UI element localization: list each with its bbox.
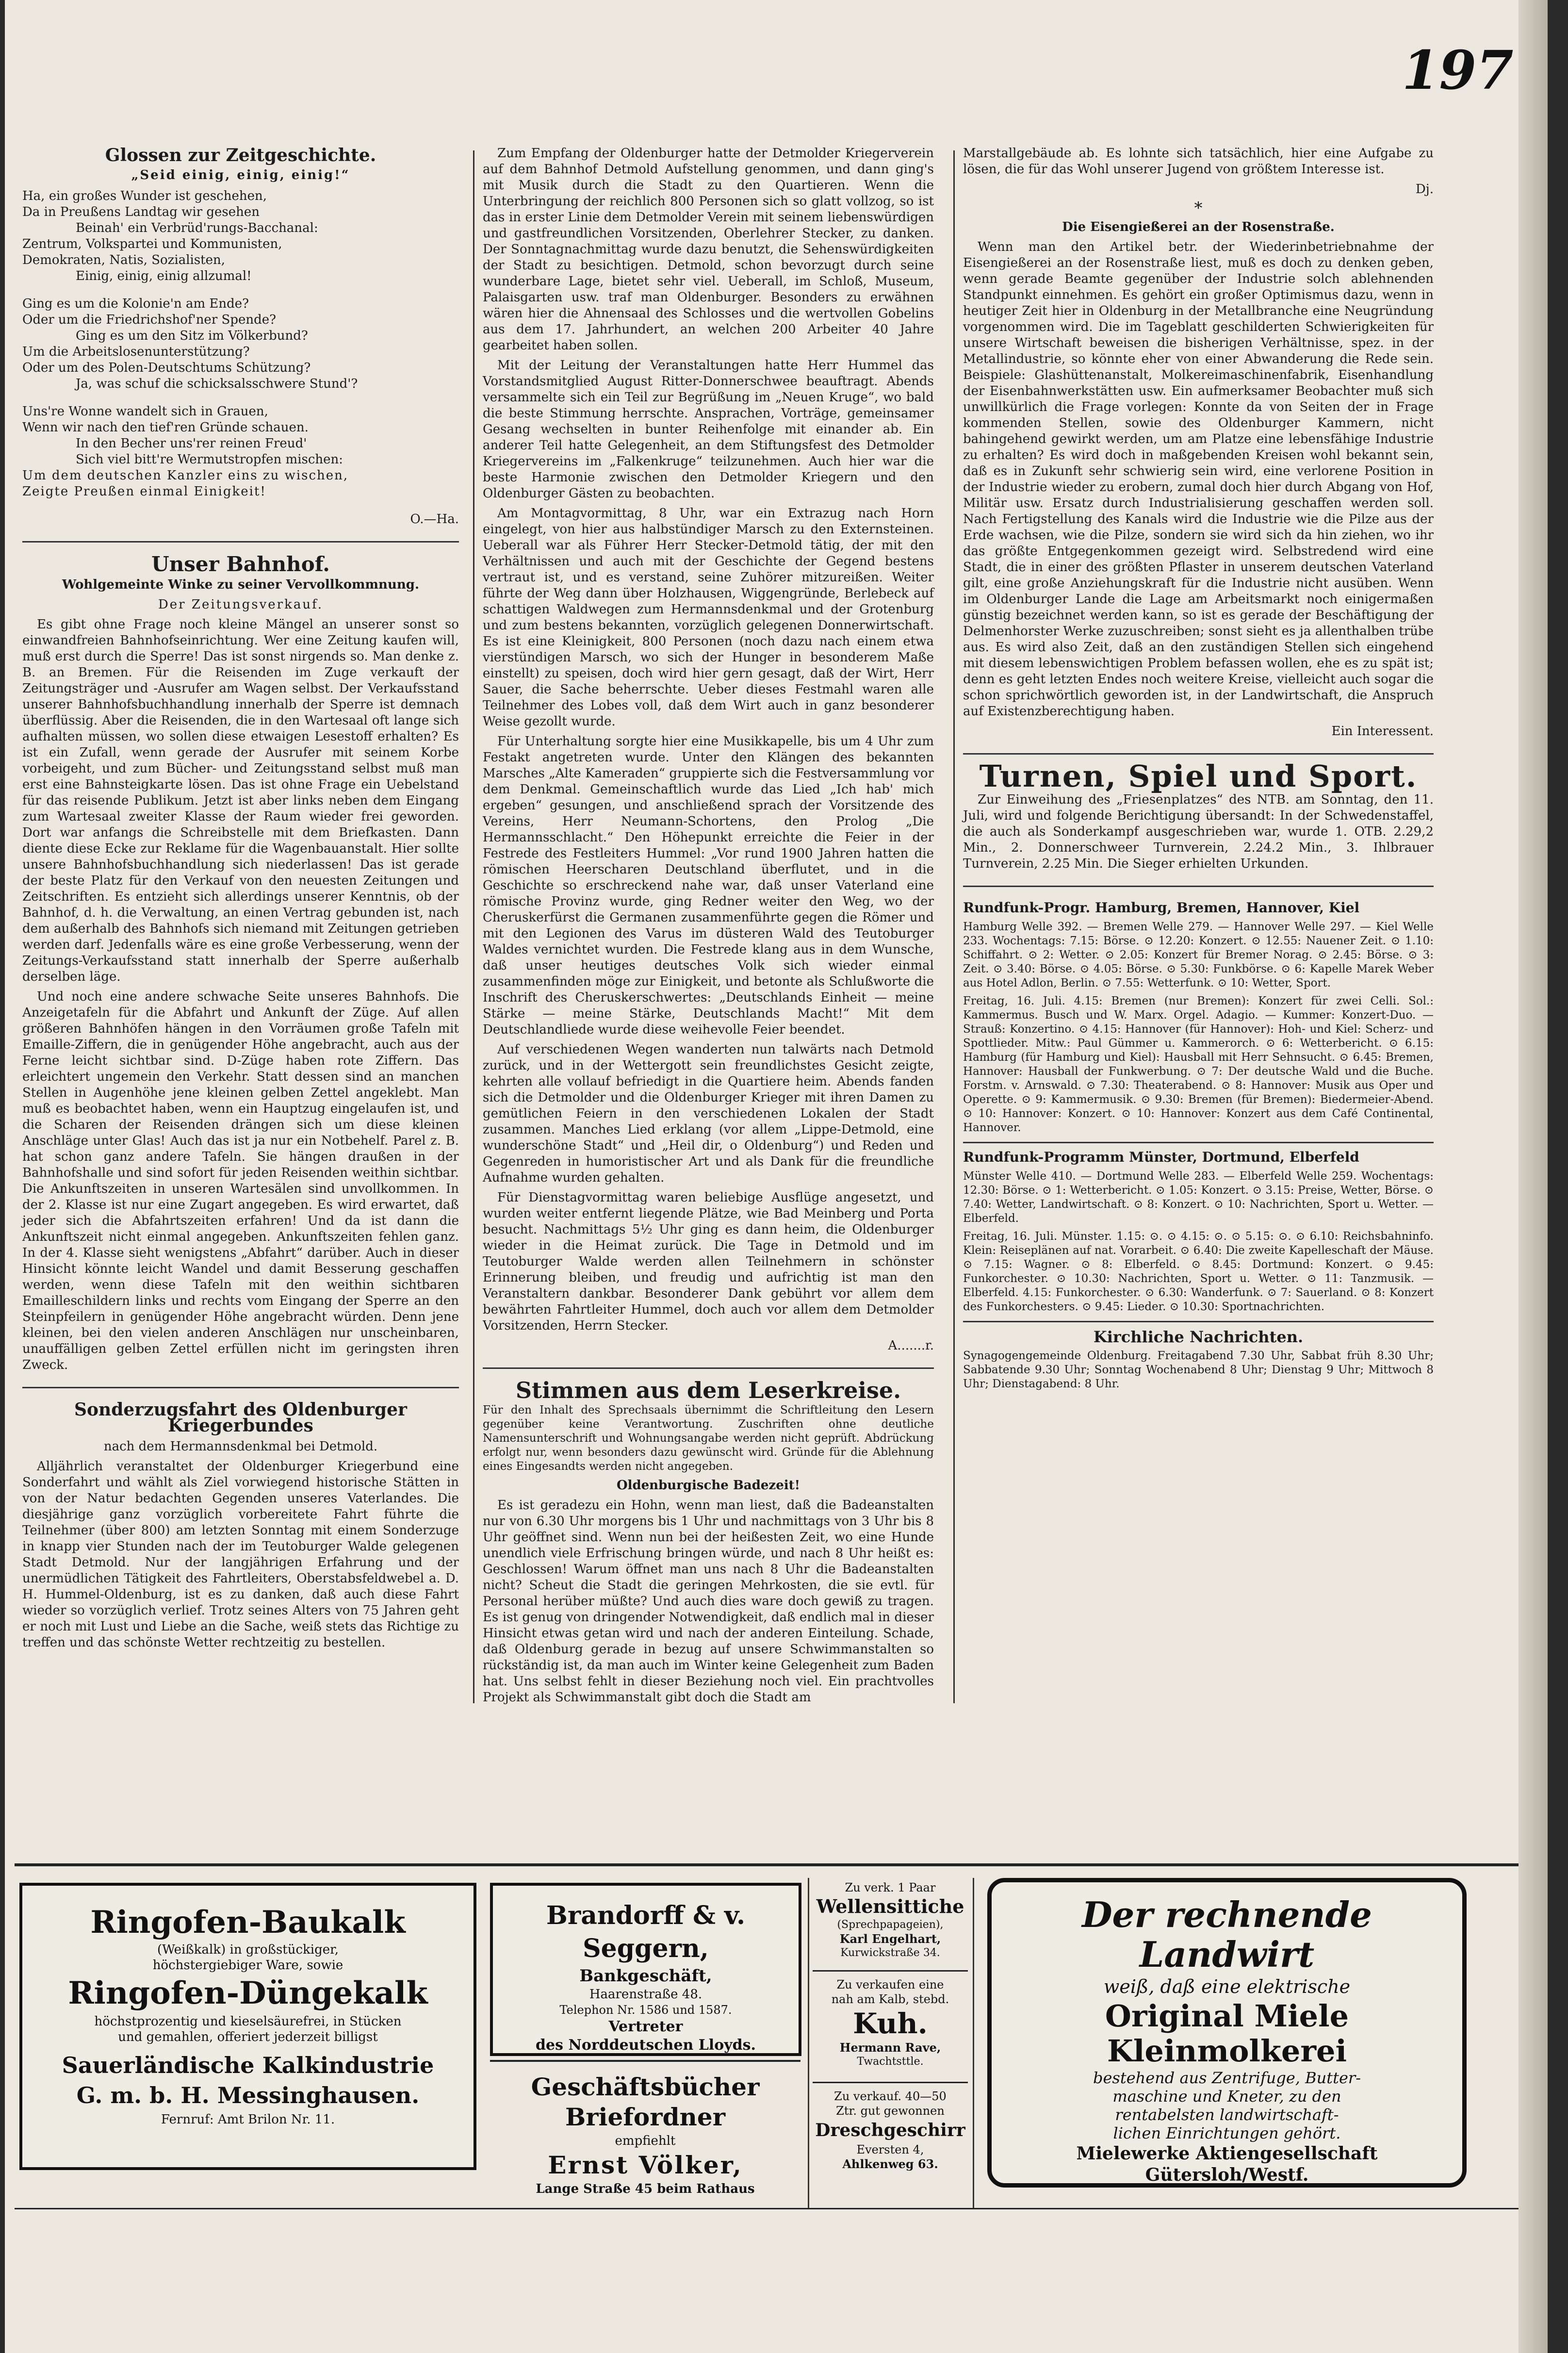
article-signature: A.......r. — [888, 1338, 934, 1353]
ad-kuh — [813, 1977, 968, 2069]
ad-ringofen-sub2: höchstergiebiger Ware, sowie — [152, 1958, 343, 1973]
glossen-title: Glossen zur Zeitgeschichte. — [105, 145, 376, 165]
ad-ringofen-title4: G. m. b. H. Messinghausen. — [76, 2082, 420, 2108]
poem-line: Da in Preußens Landtag wir gesehen — [22, 205, 260, 219]
ad-miele-title4: Kleinmolkerei — [1107, 2033, 1347, 2069]
poem-stanza-3 — [22, 404, 459, 500]
section-divider — [963, 1321, 1434, 1322]
radio2-title-text: Rundfunk-Programm Münster, Dortmund, Elberfeld — [963, 1149, 1359, 1165]
poem-line: Wenn wir nach den tief'ren Gründe schauen. — [22, 420, 309, 435]
bottom-border — [15, 2208, 1519, 2209]
article-paragraph: Auf verschiedenen Wegen wanderten nun talwärts nach Detmold zurück, und in der Wettergott sein freundlichstes Gesicht zeigte, kehrten alle vollauf befriedigt in die Quartiere heim. Abends fanden sich die Detmolder und die Oldenburger Krieger mit ihren Damen zu gemütlichen Feiern in den verschiedenen Lokalen der Stadt zusammen. Manches Lied erklang (vor allem „Lippe-Detmold, eine wunderschöne Stadt“ und „Heil dir, o Oldenburg“) und Reden und Gegenreden in humoristischer Art und als Dank für die freundliche Aufnahme wurden gehalten. — [483, 1042, 934, 1185]
radio2-friday: Freitag, 16. Juli. Münster. 1.15: ⊙. ⊙ 4.15: ⊙. ⊙ 5.15: ⊙. ⊙ 6.10: Reichsbahninfo. Klein: Reiseplänen auf nat. Vorarbeit. ⊙ 6.40: Die zweite Kapelleschaft der Mäuse. ⊙ 7.15: Wagner. ⊙ 8: Elberfeld. ⊙ 8.45: Dortmund: Konzert. ⊙ 9.45: Funkorchester. ⊙ 10.30: Nachrichten, Sport u. Wetter. ⊙ 11: Tanzmusik. — Elberfeld. 4.15: Funkorchester. ⊙ 6.30: Wanderfunk. ⊙ 7: Sauerland. ⊙ 8: Konzert des Funkorchesters. ⊙ 9.45: Lieder. ⊙ 10.30: Sportnachrichten. — [963, 1230, 1434, 1313]
poem-line: Ha, ein großes Wunder ist geschehen, — [22, 189, 267, 203]
ad-ringofen-phone: Fernruf: Amt Brilon Nr. 11. — [161, 2112, 335, 2127]
poem-line: Ja, was schuf die schicksalsschwere Stund'? — [76, 377, 358, 391]
bahnhof-subtitle: Wohlgemeinte Winke zu seiner Vervollkommnung. — [62, 577, 419, 592]
column-2 — [483, 146, 934, 1710]
sonderzug-subtitle: nach dem Hermannsdenkmal bei Detmold. — [103, 1439, 378, 1454]
poem-line: Ging es um die Kolonie'n am Ende? — [22, 296, 249, 311]
poem-stanza-2 — [22, 296, 459, 392]
poem-line: In den Becher uns'rer reinen Freud' — [76, 436, 307, 451]
ad-section-divider — [15, 1863, 1519, 1866]
section-divider — [483, 1367, 934, 1369]
ad-wellensittich-address: Kurwickstraße 34. — [840, 1947, 940, 1959]
radio1-friday: Freitag, 16. Juli. 4.15: Bremen (nur Bremen): Konzert für zwei Celli. Sol.: Kammermus. Busch und W. Marx. Orgel. Adagio. — Kummer: Konzert-Duo. — Strauß: Konzertino. ⊙ 4.15: Hannover (für Hannover): Hoh- und Kiel: Scherz- und Spottlieder. Mitw.: Paul Gümmer u. Kammerorch. ⊙ 6: Wetterbericht. ⊙ 6.15: Hamburg (für Hamburg und Kiel): Hausball mit Herr Sehnsucht. ⊙ 6.45: Bremen, Hannover: Hausball der Funkwerbung. ⊙ 7: Der deutsche Wald und die Buche. Forstm. v. Arnswald. ⊙ 7.30: Theaterabend. ⊙ 8: Hannover: Musik aus Oper und Operette. ⊙ 9: Kammermusik. ⊙ 9.30: Bremen (für Bremen): Biedermeier-Abend. ⊙ 10: Hannover: Konzert. ⊙ 10: Hannover: Konzert aus dem Café Continental, Hannover. — [963, 995, 1434, 1134]
ad-brandorff-role1: Vertreter — [608, 2018, 683, 2035]
poem-line: Ging es um den Sitz im Völkerbund? — [76, 329, 308, 343]
sonderzug-paragraph: Alljährlich veranstaltet der Oldenburger Kriegerbund eine Sonderfahrt und wählt als Ziel vorwiegend historische Stätten in von der Natur bedachten Gegenden unseres Vaterlandes. Die diesjährige ganz vorzüglich vorbereitete Fahrt führte die Teilnehmer (über 800) am letzten Sonntag mit einem Sonderzuge in knapp vier Stunden nach der im Teutoburger Walde gelegenen Stadt Detmold. Nur der langjährigen Erfahrung und der unermüdlichen Tätigkeit des Fahrtleiters, Oberstabsfeldwebel a. D. H. Hummel-Oldenburg, ist es zu danken, daß auch diese Fahrt wieder so vorzüglich verlief. Trotz seines Alters von 75 Jahren geht er noch mit Lust und Liebe an die Sache, weiß stets das Richtige zu treffen und das schönste Wetter rechtzeitig zu bestellen. — [22, 1459, 459, 1650]
ad-dreschgeschirr-line1: Zu verkauf. 40—50 — [834, 2090, 947, 2103]
page-number: 197 — [1402, 39, 1514, 101]
column-divider — [953, 150, 955, 1703]
poem-line: Oder um des Polen-Deutschtums Schützung? — [22, 361, 311, 375]
bahnhof-paragraph: Und noch eine andere schwache Seite unseres Bahnhofs. Die Anzeigetafeln für die Abfahrt und Ankunft der Züge. Auf allen größeren Bahnhöfen hängen in den Vorräumen große Tafeln mit Emaille-Ziffern, die in genügender Höhe angebracht, auch aus der Ferne leicht sichtbar sind. D-Züge haben rote Ziffern. Das erleichtert ungemein den Verkehr. Statt dessen sind an manchen Stellen in Augenhöhe jene kleinen gelben Zettel angeklebt. Man muß es beobachtet haben, wenn ein Hauptzug eingelaufen ist, und die Scharen der Reisenden drängen sich um diese kleinen Anschläge unter Glas! Auch das ist ja nur ein Notbehelf. Parel z. B. hat schon ganz andere Tafeln. Sie hängen draußen in der Bahnhofshalle und sind sofort für jeden Reisenden weithin sichtbar. Die Ankunftszeiten in unseren Wartesälen sind unvollkommen. In der 2. Klasse ist nur eine Zugart angegeben. Es wird erwartet, daß jeder sich die Abfahrtszeiten erfahren! Und da ist dann die Ankunftszeit nicht einmal angegeben. Ankunftszeiten fehlen ganz. In der 4. Klasse sieht wenigstens „Abfahrt“ darüber. Auch in dieser Hinsicht könnte leicht Wandel und damit Besserung geschaffen werden, wenn diese Tafeln mit den weithin sichtbaren Emailleschildern links und rechts vom Eingang der Sperre an den Steinpfeilern in genügender Höhe angebracht würden. Denn jene kleinen, bei den vielen anderen Anschlägen nur unscheinbaren, unauffälligen gelben Zettel erfüllen nicht im geringsten ihren Zweck. — [22, 989, 459, 1372]
ad-miele-line5: lichen Einrichtungen gehört. — [1113, 2124, 1341, 2142]
badezeit-paragraph: Es ist geradezu ein Hohn, wenn man liest, daß die Badeanstalten nur von 6.30 Uhr morgens bis 1 Uhr und nachmittags von 3 Uhr bis 8 Uhr geöffnet sind. Wenn nun bei der heißesten Zeit, wo eine Hunde unendlich viele Erfrischung bringen würde, und nach 8 Uhr heißt es: Geschlossen! Warum öffnet man uns nach 8 Uhr die Badeanstalten nicht? Scheut die Stadt die geringen Mehrkosten, die sie evtl. für Personal herüber müßte? Und auch dies ware doch gewiß zu tragen. Es ist genug von dringender Notwendigkeit, daß endlich mal in dieser Hinsicht etwas getan wird und nach der anderen Einteilung. Schade, daß Oldenburg gerade in bezug auf unsere Schwimmanstalten so rückständig ist, da man auch im Winter keine Gelegenheit zum Baden hat. Uns selbst fehlt in dieser Beziehung noch viel. Ein prachtvolles Projekt als Schwimmanstalt gibt doch die Stadt am — [483, 1498, 934, 1705]
ad-ringofen-title1: Ringofen-Baukalk — [90, 1904, 406, 1941]
eisengiesserei-title: Die Eisengießerei an der Rosenstraße. — [1062, 220, 1335, 234]
poem-line: Zentrum, Volkspartei und Kommunisten, — [22, 237, 282, 251]
badezeit-title: Oldenburgische Badezeit! — [616, 1478, 800, 1493]
leserkreise-disclaimer: Für den Inhalt des Sprechsaals übernimmt die Schriftleitung den Lesern gegenüber keine Verantwortung. Zuschriften ohne deutliche Namensunterschrift und Wohnungsangabe werden nicht geprüft. Abdrückung erfolgt nur, wenn besonders dazu gewünscht wird. Gründe für die Ablehnung eines Eingesandts werden nicht angegeben. — [483, 1404, 934, 1473]
ad-miele — [987, 1878, 1467, 2188]
article-paragraph: Für Dienstagvormittag waren beliebige Ausflüge angesetzt, und wurden weiter entfernt liegende Plätze, wie Bad Meinberg und Porta besucht. Nachmittags 5½ Uhr ging es dann heim, die Oldenburger wieder in die Heimat zurück. Die Tage in Detmold und im Teutoburger Walde werden allen Teilnehmern in schönster Erinnerung bleiben, und freudig und aufrichtig ist man den Veranstaltern dankbar. Besonderer Dank gebührt vor allem dem bewährten Fahrtleiter Hummel, doch auch vor allem dem Detmolder Vorsitzenden, Herrn Stecker. — [483, 1190, 934, 1333]
article-paragraph: Am Montagvormittag, 8 Uhr, war ein Extrazug nach Horn eingelegt, von hier aus halbstündiger Marsch zu den Externsteinen. Ueberall war als Führer Herr Stecker-Detmold tätig, der mit den Verhältnissen und auch mit der Geschichte der Gegend bestens vertraut ist, und es verstand, seine Zuhörer mitzureißen. Weiter führte der Weg dann über Holzhausen, Wiggengründe, Berlebeck auf schattigen Waldwegen zum Hermannsdenkmal und der Grotenburg und zum bestens bekannten, vorzüglich gelegenen Donnerwirtschaft. Es ist eine Kleinigkeit, 800 Personen (noch dazu nach einem etwa vierstündigen Marsch, wo sich der Hunger in besonderem Maße einstellt) zu speisen, doch wird hier gern gesagt, daß der Wirt, Herr Sauer, die Sache beherrschte. Ueber dieses Festmahl waren alle Teilnehmer des Lobes voll, daß dem Wirt auch in ganz besonderer Weise gezollt wurde. — [483, 506, 934, 729]
ad-divider — [973, 1878, 974, 2208]
eisengiesserei-paragraph: Wenn man den Artikel betr. der Wiederinbetriebnahme der Eisengießerei an der Rosenstraße liest, muß es doch zu denken geben, wenn gerade Beamte gegenüber der Industrie solch ablehnenden Standpunkt einnehmen. Es gehört ein großer Optimismus dazu, wenn in heutiger Zeit hier in Oldenburg in der Metallbranche eine Neugründung vorgenommen wird. Die im Tageblatt geschilderten Schwierigkeiten für unsere Wirtschaft beweisen die bisherigen Verhältnisse, spez. in der Metallindustrie, so könnte eher von einer Abwanderung die Rede sein. Beispiele: Glashüttenanstalt, Molkereimaschinenfabrik, Eisenhandlung der Eisenbahnwerkstätten usw. Ein aufmerksamer Beobachter muß sich unwillkürlich die Frage vorlegen: Konnte da von Seiten der in Frage kommenden Stellen, sowie des Oldenburger Kammern, nicht bahingehend gewirkt werden, um am Platze eine lebensfähige Industrie zu erhalten? Es wird doch in maßgebenden Kreisen wohl bekannt sein, daß es in Zukunft sehr schwierig sein wird, eine verlorene Position in der Industrie wieder zu erobern, zumal doch hier durch Abgang von Hof, Militär usw. Ersatz durch Industrialisierung geschaffen werden soll. Nach Fertigstellung des Kanals wird die Industrie wie die Pilze aus der Erde wachsen, wie die Pilze, sondern sie wird sich da hin ziehen, wo ihr das größte Entgegenkommen gezeigt wird. Selbstredend wird eine Stadt, die in einer des größten Pflaster in unserem deutschen Vaterland gilt, eine große Anziehungskraft für die Industrie nicht ausüben. Wenn im Oldenburger Lande die Lage am Arbeitsmarkt noch einigermaßen günstig bezeichnet werden kann, so ist es gerade der Beschäftigung der Delmenhorster Werke zuzuschreiben; sonst sieht es ja allenthalben trübe aus. Es wird also Zeit, daß an den zuständigen Stellen sich eingehend mit diesem lebenswichtigen Problem befassen wollen, ehe es zu spät ist; denn es geht letzten Endes noch weitere Kreise, vielleicht auch sogar die schon sprichwörtlich geworden ist, in der Landwirtschaft, die Anspruch auf Existenzberechtigung haben. — [963, 240, 1434, 719]
ad-divider — [813, 1970, 968, 1972]
ad-miele-title2: Landwirt — [1139, 1934, 1315, 1975]
bahnhof-section: Der Zeitungsverkauf. — [158, 597, 324, 612]
ad-wellensittich — [813, 1880, 968, 1960]
ad-miele-line3: maschine und Kneter, zu den — [1112, 2087, 1341, 2106]
ad-kuh-title: Kuh. — [853, 2007, 928, 2040]
poem-signature: O.—Ha. — [410, 512, 459, 527]
ad-kuh-line1: Zu verkaufen eine — [836, 1978, 944, 1991]
ad-miele-place: Gütersloh/Westf. — [1145, 2165, 1309, 2185]
article-paragraph: Mit der Leitung der Veranstaltungen hatte Herr Hummel das Vorstandsmitglied August Ritter-Donnerschwee beauftragt. Abends versammelte sich ein Teil zur Begrüßung im „Neuen Kruge“, wo bald die beste Stimmung herrschte. Ansprachen, Vorträge, gemeinsamer Gesang wechselten in bunter Reihenfolge mit einander ab. Ein anderer Teil hatte Gelegenheit, an dem Stiftungsfest des Detmolder Kriegervereins im „Falkenkruge“ teilzunehmen. Auch hier war die beste Harmonie zwischen den Detmolder Kriegern und den Oldenburger Gästen zu beobachten. — [483, 358, 934, 501]
ad-miele-company: Mielewerke Aktiengesellschaft — [1076, 2143, 1378, 2164]
ad-ringofen — [19, 1883, 476, 2170]
ad-voelker-address: Lange Straße 45 beim Rathaus — [536, 2182, 755, 2196]
ad-brandorff — [490, 1883, 801, 2056]
section-divider — [963, 1142, 1434, 1143]
ad-wellensittich-title: Wellensittiche — [816, 1895, 964, 1917]
sonderzug-title: Sonderzugsfahrt des Oldenburger Kriegerbundes — [74, 1399, 407, 1436]
ad-dreschgeschirr-line2: Ztr. gut gewonnen — [836, 2104, 945, 2118]
poem-line: Zeigte Preußen einmal Einigkeit! — [22, 484, 266, 499]
radio1-title-text: Rundfunk-Progr. Hamburg, Bremen, Hannover, Kiel — [963, 900, 1360, 916]
ad-dreschgeschirr-title: Dreschgeschirr — [815, 2120, 965, 2140]
ad-divider — [813, 2082, 968, 2083]
ad-brandorff-title: Brandorff & v. Seggern, — [546, 1901, 746, 1963]
poem-stanza-1 — [22, 188, 459, 284]
ad-voelker-title1: Geschäftsbücher — [531, 2073, 760, 2101]
radio1-paragraph: Hamburg Welle 392. — Bremen Welle 279. — Hannover Welle 297. — Kiel Welle 233. Wochentags: 7.15: Börse. ⊙ 12.20: Konzert. ⊙ 12.55: Nauener Zeit. ⊙ 1.10: Schiffahrt. ⊙ 2: Wetter. ⊙ 2.05: Konzert für Bremer Norag. ⊙ 2.45: Börse. ⊙ 3: Zeit. ⊙ 3.40: Börse. ⊙ 4.05: Börse. ⊙ 5.30: Funkbörse. ⊙ 6: Kapelle Marek Weber aus Hotel Adlon, Berlin. ⊙ 7.55: Wetterfunk. ⊙ 10: Wetter, Sport. — [963, 921, 1434, 989]
asterisk-separator: * — [1194, 198, 1203, 218]
section-divider — [963, 886, 1434, 887]
bahnhof-title: Unser Bahnhof. — [151, 552, 330, 576]
article-paragraph: Zum Empfang der Oldenburger hatte der Detmolder Kriegerverein auf dem Bahnhof Detmold Aufstellung genommen, und dann ging's mit Musik durch die Stadt zu den Quartieren. Wenn die Unterbringung der reichlich 800 Personen sich so glatt vollzog, so ist das in erster Linie dem Detmolder Verein mit seinem liebenswürdigen und gastfreundlichen Vorsitzenden, Oberlehrer Stecker, zu danken. Der Sonntagnachmittag wurde dazu benutzt, die Sehenswürdigkeiten der Stadt zu besichtigen. Detmold, schon bevorzugt durch seine wunderbare Lage, bietet sehr viel. Ueberall, im Schloß, Museum, Palaisgarten usw. traf man Oldenburger. Besonders zu erwähnen wären hier die Ahnensaal des Schlosses und die wertvollen Gobelins aus dem 17. Jahrhundert, an welchen 200 Arbeiter 40 Jahre gearbeitet haben sollen. — [483, 146, 934, 353]
ad-divider — [808, 1878, 809, 2208]
kirche-paragraph: Synagogengemeinde Oldenburg. Freitagabend 7.30 Uhr, Sabbat früh 8.30 Uhr; Sabbatende 9.30 Uhr; Sonntag Wochenabend 8 Uhr; Dienstag 9 Uhr; Mittwoch 8 Uhr; Dienstagabend: 8 Uhr. — [963, 1349, 1434, 1390]
ad-ringofen-title2: Ringofen-Düngekalk — [68, 1975, 428, 2011]
radio2-title — [963, 1150, 1434, 1166]
ad-voelker-rec: empfiehlt — [615, 2134, 676, 2148]
ad-miele-line4: rentabelsten landwirtschaft- — [1115, 2106, 1339, 2124]
column-divider — [473, 150, 474, 1703]
article-paragraph: Marstallgebäude ab. Es lohnte sich tatsächlich, hier eine Aufgabe zu lösen, die für das Wohl unserer Jugend von größtem Interesse ist. — [963, 146, 1434, 177]
leserkreise-title: Stimmen aus dem Leserkreise. — [515, 1377, 901, 1403]
poem-line: Demokraten, Natis, Sozialisten, — [22, 253, 226, 267]
ad-brandorff-phone: Telephon Nr. 1586 und 1587. — [559, 2003, 732, 2017]
ad-voelker-name: Ernst Völker, — [548, 2151, 743, 2179]
poem-line: Um dem deutschen Kanzler eins zu wischen, — [22, 468, 349, 483]
radio1-title — [963, 901, 1434, 916]
section-divider — [22, 1387, 459, 1388]
ad-wellensittich-name: Karl Engelhart, — [839, 1932, 941, 1946]
poem-line: Uns're Wonne wandelt sich in Grauen, — [22, 404, 268, 419]
poem-line: Einig, einig, einig allzumal! — [76, 269, 252, 283]
bahnhof-paragraph: Es gibt ohne Frage noch kleine Mängel an unserer sonst so einwandfreien Bahnhofseinrichtung. Wer eine Zeitung kaufen will, muß erst durch die Sperre! Das ist sonst nirgends so. Man denke z. B. an Bremen. Für die Reisenden im Zuge verkauft der Zeitungsträger und -Ausrufer am Wagen selbst. Der Verkaufsstand unserer Bahnhofsbuchhandlung innerhalb der Sperre ist demnach überflüssig. Aber die Reisenden, die in den Wartesaal oft lange sich aufhalten müssen, wo sollen diese etwaigen Lesestoff erhalten? Es ist ein Zufall, wenn gerade der Ausrufer mit seinem Korbe vorbeigeht, und zum Bücher- und Zeitungsstand selbst muß man erst eine Bahnsteigkarte lösen. Das ist ohne Frage ein Uebelstand für das reisende Publikum. Jetzt ist aber links neben dem Eingang zum Wartesaal zweiter Klasse der Raum wieder frei geworden. Dort war anfangs die Schreibstelle mit dem Briefkasten. Dann diente diese Ecke zur Reklame für die Wagenbauanstalt. Hier sollte unsere Bahnhofsbuchhandlung sich niederlassen! Das ist gerade der beste Platz für den Verkauf von den neuesten Zeitungen und Zeitschriften. Es entzieht sich allerdings unserer Kenntnis, ob der Bahnhof, d. h. die Verwaltung, an einen Vertrag gebunden ist, nach dem außerhalb des Bahnhofs sich niemand mit Zeitungen getrieben werden darf. Jedenfalls wäre es eine große Verbesserung, wenn der Zeitungs-Verkaufsstand statt innerhalb der Sperre außerhalb derselben läge. — [22, 617, 459, 984]
turnen-paragraph: Zur Einweihung des „Friesenplatzes“ des NTB. am Sonntag, den 11. Juli, wird und folgende Berichtigung übersandt: In der Schwedenstaffel, die auch als Sonderkampf ausgeschrieben war, wurde 1. OTB. 2.29,2 Min., 2. Donnerschweer Turnverein, 2.24.2 Min., 3. Ihlbrauer Turnverein, 2.25 Min. Die Sieger erhielten Urkunden. — [963, 792, 1434, 871]
ad-brandorff-sub: Bankgeschäft, — [579, 1966, 712, 1986]
poem-line: Beinah' ein Verbrüd'rungs-Bacchanal: — [76, 221, 318, 235]
poem-title: „Seid einig, einig, einig!“ — [131, 168, 350, 182]
ad-dreschgeschirr-line4: Ahlkenweg 63. — [842, 2157, 938, 2171]
ad-wellensittich-line1: Zu verk. 1 Paar — [845, 1881, 936, 1894]
poem-line: Oder um die Friedrichshof'ner Spende? — [22, 313, 277, 327]
poem — [22, 167, 459, 527]
article-paragraph: Für Unterhaltung sorgte hier eine Musikkapelle, bis um 4 Uhr zum Festakt angetreten wurde. Unter den Klängen des bekannten Marsches „Alte Kameraden“ gruppierte sich die Festversammlung vor dem Denkmal. Gemeinschaftlich wurde das Lied „Ich hab' mich ergeben“ gesungen, und anschließend sprach der Vorsitzende des Vereins, Herr Neumann-Schortens, den Prolog „Die Hermannsschlacht.“ Den Höhepunkt erreichte die Feier in der Festrede des Festleiters Hummel: „Vor rund 1900 Jahren hatten die römischen Heerscharen Deutschland überflutet, und in die Geschichte so erschreckend nahe war, daß unser Vaterland eine römische Provinz wurde, ging Redner weiter den Weg, wo der Cheruskerfürst die Germanen zusammenführte gegen die Römer und mit den Legionen des Varus im düsteren Wald des Teutoburger Waldes vernichtet wurden. Die Festrede klang aus in dem Wunsche, daß unser heutiges deutsches Volk sich wieder einmal zusammenfinden möge zur Einigkeit, und betonte als Schlußworte die Inschrift des Cheruskerschwertes: „Deutschlands Einheit — meine Stärke — meine Stärke, Deutschlands Macht!“ Mit dem Deutschlandliede wurde diese weihevolle Feier beendet. — [483, 734, 934, 1037]
poem-line: Um die Arbeitslosenunterstützung? — [22, 345, 250, 359]
ad-kuh-line2: nah am Kalb, stebd. — [831, 1992, 949, 2006]
section-divider — [963, 753, 1434, 755]
ad-voelker-title2: Briefordner — [565, 2103, 726, 2131]
column-3 — [963, 146, 1434, 1395]
ad-kuh-name: Hermann Rave, — [839, 2040, 941, 2055]
column-1 — [22, 146, 459, 1655]
ad-voelker — [490, 2072, 800, 2197]
article-signature: Dj. — [1415, 182, 1434, 197]
radio2-paragraph: Münster Welle 410. — Dortmund Welle 283. — Elberfeld Welle 259. Wochentags: 12.30: Börse. ⊙ 1: Wetterbericht. ⊙ 1.05: Konzert. ⊙ 3.15: Preise, Wetter, Börse. ⊙ 7.40: Wetter, Landwirtschaft. ⊙ 8: Konzert. ⊙ 10: Nachrichten, Sport u. Wetter. — Elberfeld. — [963, 1170, 1434, 1225]
ad-dreschgeschirr — [813, 2089, 968, 2172]
poem-line: Sich viel bitt're Wermutstropfen mischen: — [76, 452, 343, 467]
ad-dreschgeschirr-line3: Eversten 4, — [856, 2143, 924, 2156]
section-divider — [22, 541, 459, 543]
page-edge — [1519, 0, 1548, 2353]
ad-miele-title3: Original Miele — [1105, 1998, 1349, 2034]
ad-brandorff-address: Haarenstraße 48. — [589, 1987, 702, 2002]
ad-miele-line1: weiß, daß eine elektrische — [1103, 1976, 1351, 1997]
ad-kuh-place: Twachtsttle. — [857, 2056, 924, 2068]
ad-ringofen-sub4: und gemahlen, offeriert jederzeit billigst — [118, 2030, 378, 2044]
ad-miele-title1: Der rechnende — [1082, 1894, 1372, 1935]
ad-wellensittich-line2: (Sprechpapageien), — [837, 1919, 944, 1931]
article-signature: Ein Interessent. — [1331, 724, 1434, 739]
ad-ringofen-title3: Sauerländische Kalkindustrie — [62, 2052, 434, 2078]
ad-ringofen-sub1: (Weißkalk) in großstückiger, — [157, 1942, 339, 1957]
ad-ringofen-sub3: höchstprozentig und kieselsäurefrei, in Stücken — [94, 2014, 402, 2029]
turnen-title: Turnen, Spiel und Sport. — [979, 758, 1418, 794]
kirche-title: Kirchliche Nachrichten. — [1093, 1328, 1304, 1346]
ad-miele-line2: bestehend aus Zentrifuge, Butter- — [1093, 2069, 1361, 2087]
ad-brandorff-role2: des Norddeutschen Lloyds. — [536, 2037, 756, 2054]
ad-divider — [490, 2060, 800, 2062]
newspaper-page — [5, 0, 1548, 2353]
